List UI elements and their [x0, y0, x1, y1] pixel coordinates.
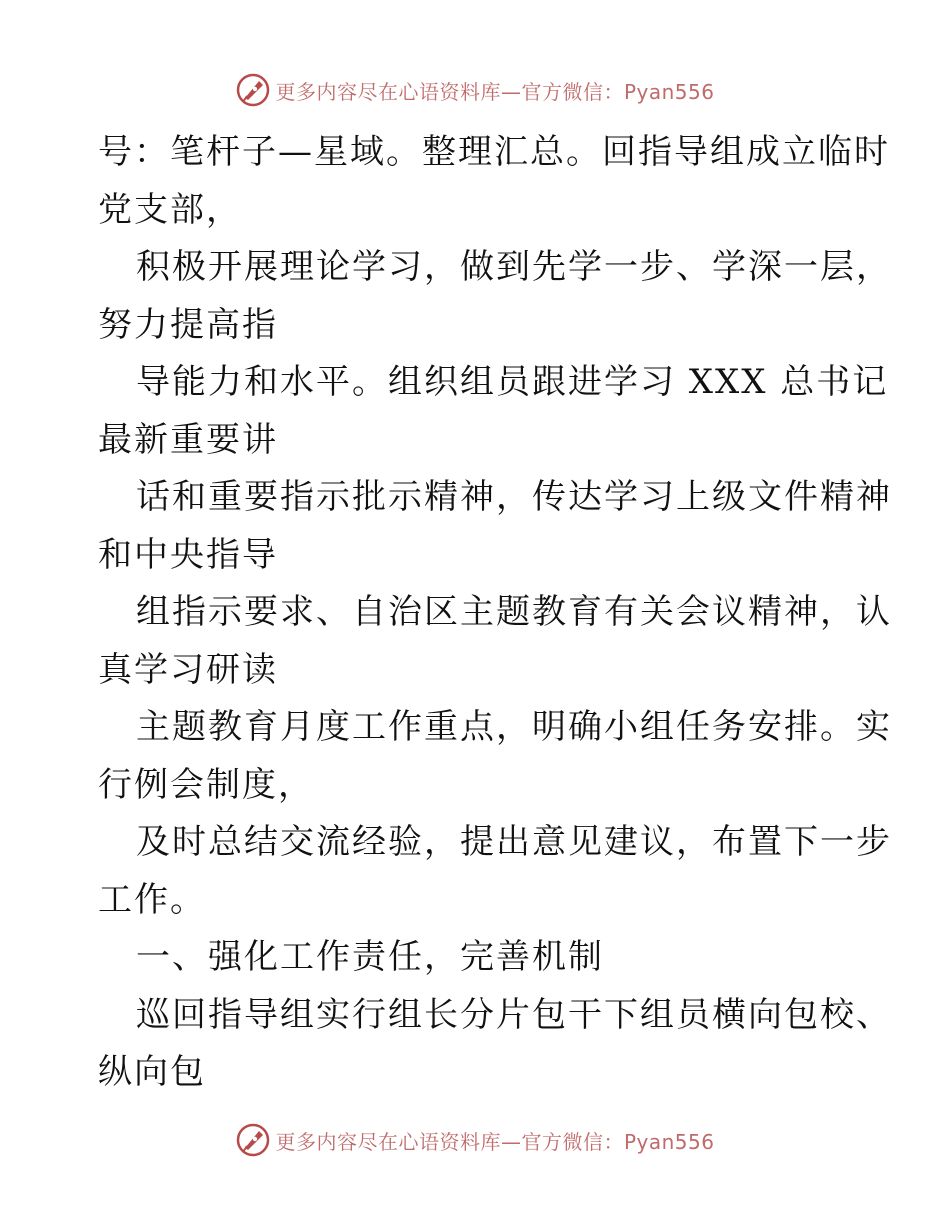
text-line: 最新重要讲: [98, 419, 278, 460]
footer-watermark: [0, 1120, 950, 1160]
text-line: 行例会制度，: [98, 764, 314, 805]
text-line: 和中央指导: [98, 534, 278, 575]
text-line: 积极开展理论学习，做到先学一步、学深一层，: [136, 247, 892, 287]
watermark-text: 更多内容尽在心语资料库—官方微信：Pyan556: [275, 1129, 715, 1154]
watermark-text: 更多内容尽在心语资料库—官方微信：Pyan556: [275, 79, 715, 104]
section-heading: 一、强化工作责任，完善机制: [136, 937, 604, 977]
text-line: 导能力和水平。组织组员跟进学习 XXX 总书记: [136, 362, 889, 402]
text-line: 号：笔杆子—星域。整理汇总。回指导组成立临时: [98, 132, 890, 172]
pen-nib-logo-icon: [235, 1122, 271, 1158]
document-body: [98, 124, 892, 1102]
pen-nib-logo-icon: [235, 72, 271, 108]
text-line: 党支部，: [98, 189, 242, 230]
text-line: 努力提高指: [98, 304, 278, 345]
text-line: 工作。: [98, 879, 206, 920]
text-line: 话和重要指示批示精神，传达学习上级文件精神: [136, 477, 892, 517]
header-watermark: [0, 70, 950, 110]
text-line: 及时总结交流经验，提出意见建议，布置下一步: [136, 822, 892, 862]
text-line: 纵向包: [98, 1052, 206, 1092]
text-line: 主题教育月度工作重点，明确小组任务安排。实: [136, 707, 892, 747]
text-line: 组指示要求、自治区主题教育有关会议精神，认: [136, 592, 892, 632]
text-line: 巡回指导组实行组长分片包干下组员横向包校、: [136, 994, 892, 1035]
text-line: 真学习研读: [98, 649, 278, 690]
